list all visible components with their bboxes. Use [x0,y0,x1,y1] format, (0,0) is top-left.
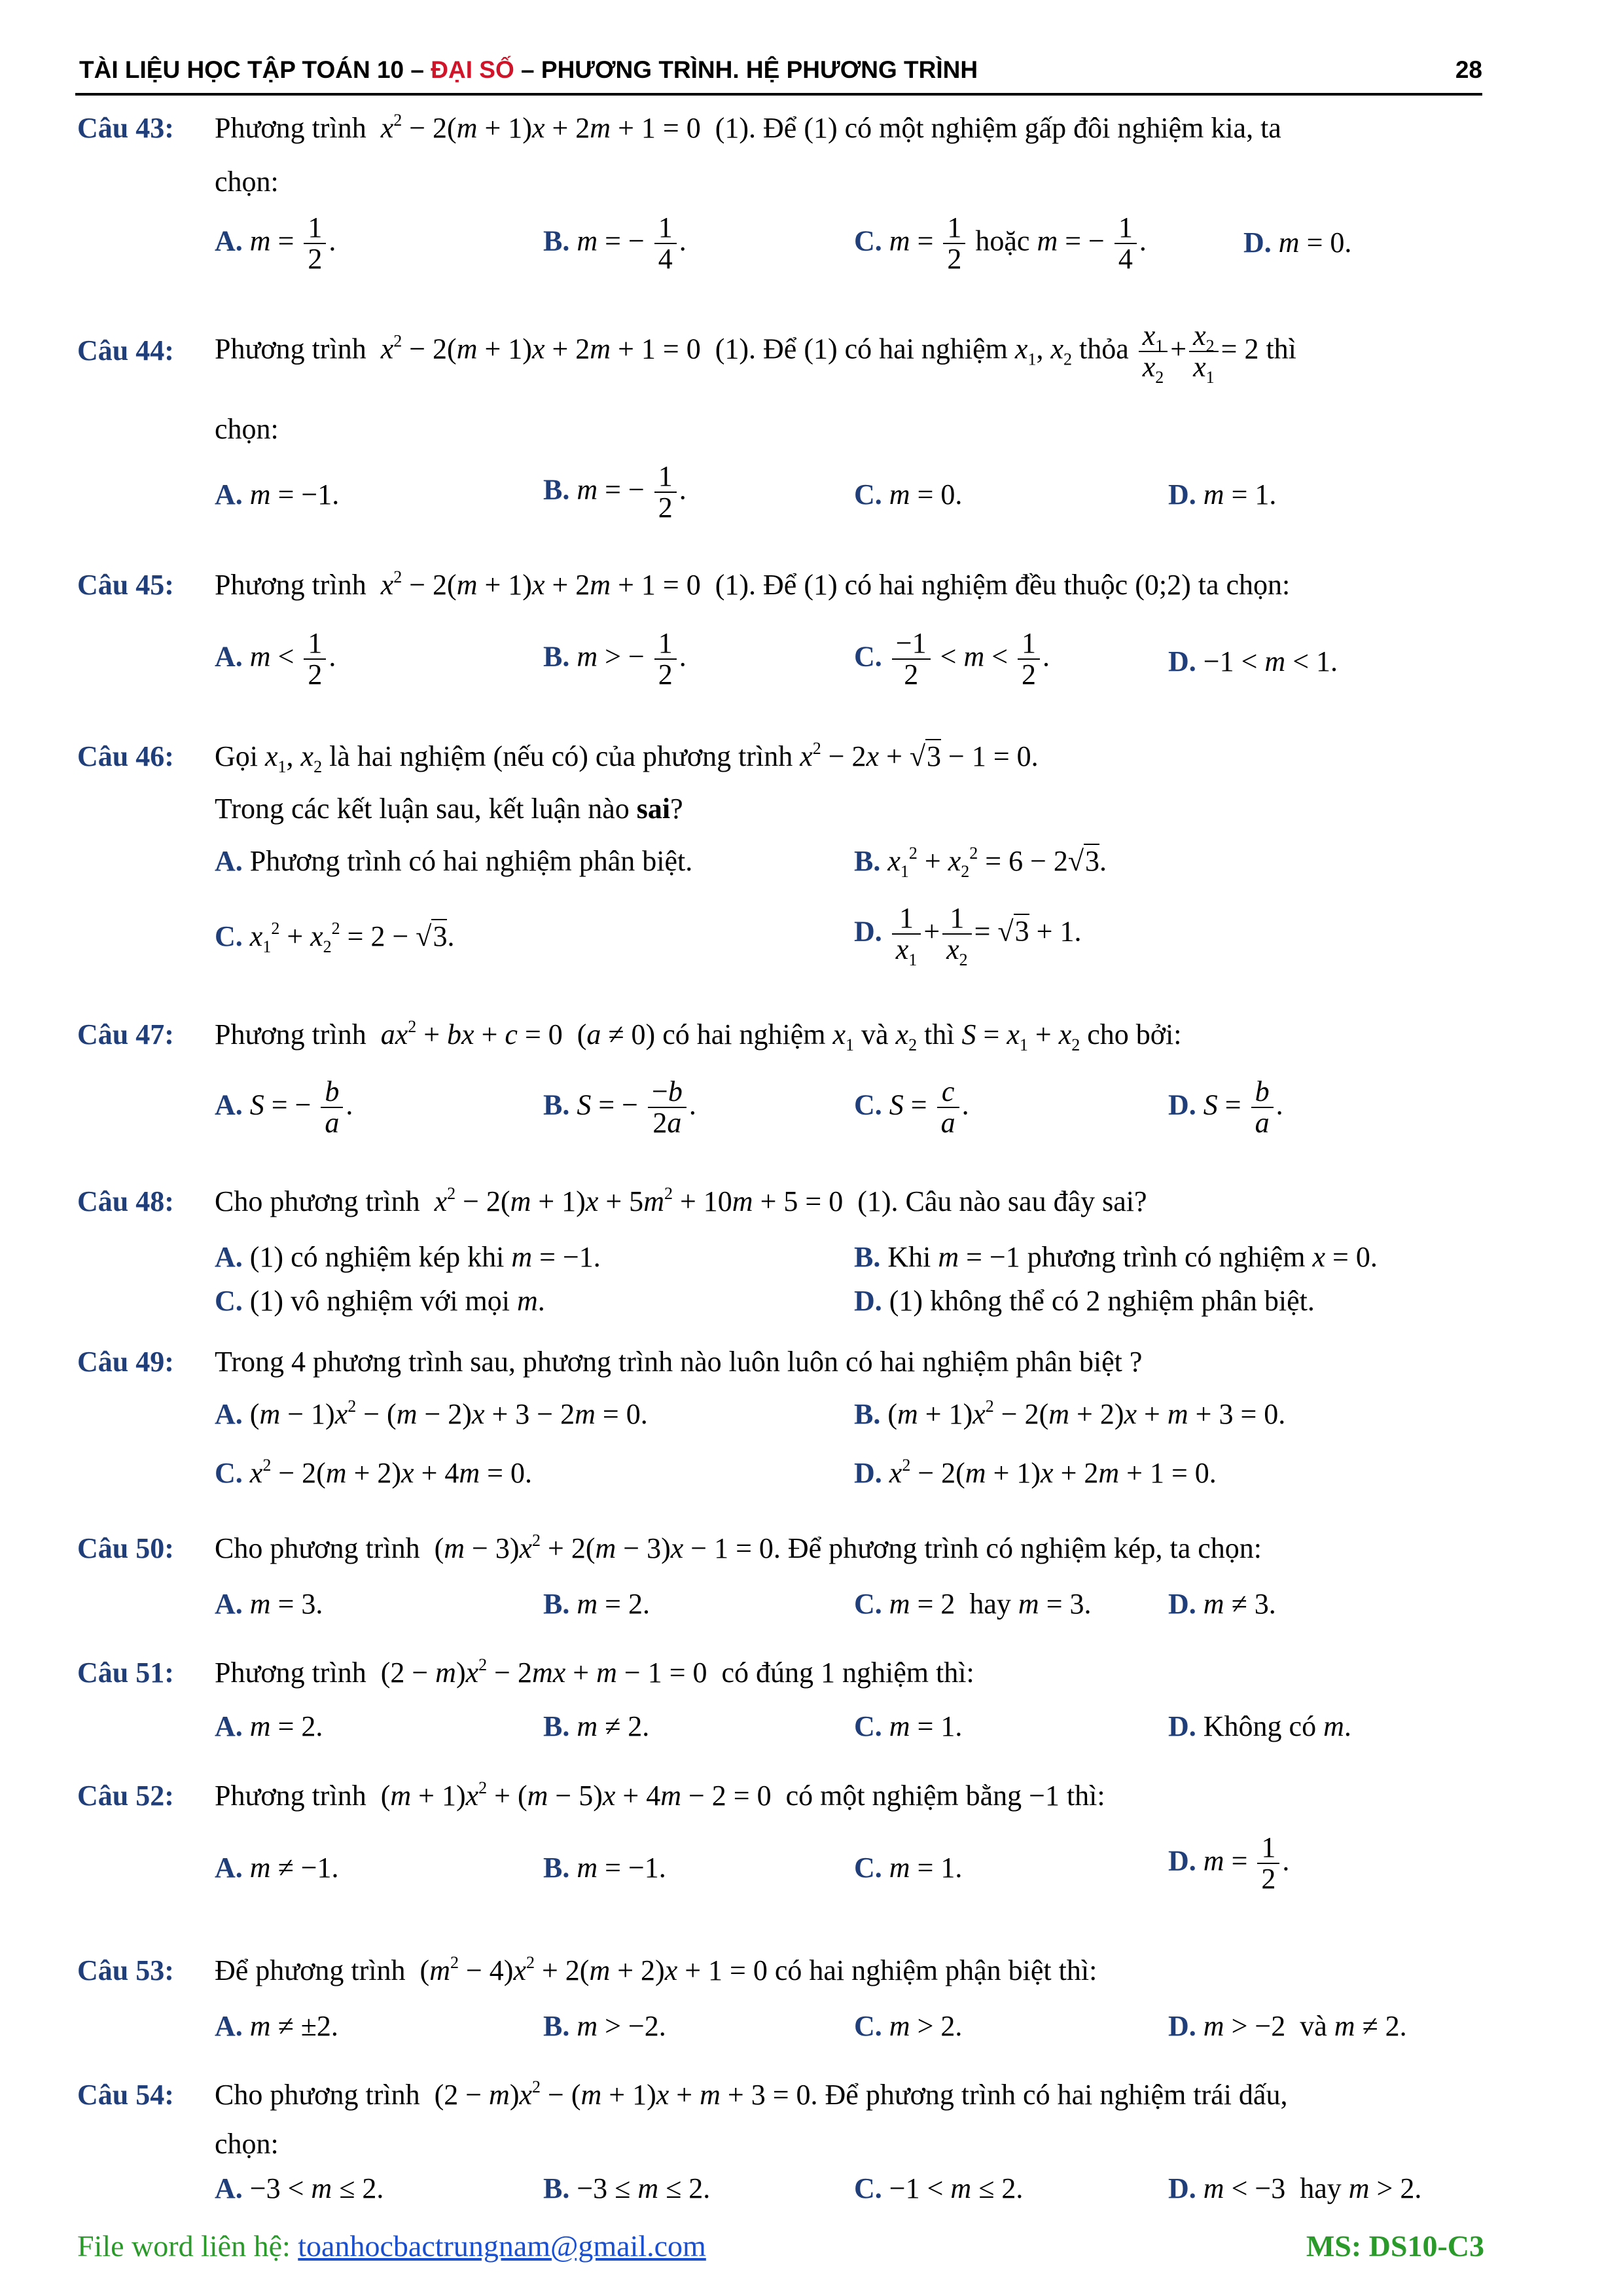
q48-option-a-text: (1) có nghiệm kép khi [249,1241,505,1273]
footer-contact [77,2229,706,2263]
q46-option-a-text: Phương trình có hai nghiệm phân biệt. [249,845,693,877]
word: Phương trình [215,1780,366,1812]
q43-stem: (1). Để (1) có một nghiệm gấp đôi nghiệm kia, ta [715,112,1281,144]
q49-option-b: B. $(m + 1)x^2 - 2(m + 2)x + m + 3 = 0$. [854,1397,1286,1430]
word: thì [1266,332,1296,365]
q46-line2: Trong các kết luận sau, kết luận nào sai? [215,793,683,825]
q44-stem: (1). Để (1) có hai nghiệm [715,332,1008,365]
q50-option-c: C. m = 2 hay m = 3. [854,1588,1092,1620]
q50-label: Câu 50: [77,1532,174,1564]
q52-option-d: D. m = $\frac{1}{2}$ . [1168,1831,1290,1895]
footer-label: File word liên hệ: [77,2229,298,2263]
word: Cho phương trình [215,1532,420,1564]
word: Phương trình [215,112,366,144]
q51-option-a: A. m = 2. [215,1710,323,1742]
q48-option-b-text1: Khi [887,1241,931,1273]
q44-option-c: C. m = 0. [854,478,963,511]
q53-stem: Để phương trình [215,1954,406,1986]
q43-option-c: C. m = $\frac{1}{2}$ hoặc m = − $\frac{1}{4}$ . [854,211,1147,276]
q47-text: Phương trình $ax^2$ + bx + c = 0 (a ≠ 0) có hai nghiệm $x_1$ và $x_2$ thì $S = x_1 + x_2$ cho bởi: [215,1017,1182,1054]
q53-option-a: A. m ≠ ±2. [215,2010,338,2042]
q54-cont: chọn: [215,2128,279,2160]
q53-label: Câu 53: [77,1954,174,1986]
q54-option-a: A. −3 < m ≤ 2. [215,2172,384,2204]
q47-stem: có hai nghiệm [662,1018,826,1050]
q54-option-d: D. m < −3 hay m > 2. [1168,2172,1422,2204]
q48-label: Câu 48: [77,1185,174,1217]
q48-option-d-text: (1) không thể có 2 nghiệm phân biệt. [889,1285,1315,1317]
q53-option-c: C. m > 2. [854,2010,963,2042]
q48-option-d: D. (1) không thể có 2 nghiệm phân biệt. [854,1285,1315,1317]
q47-tail: cho bởi: [1087,1018,1182,1050]
word: Phương trình [215,569,366,601]
q52-tail: thì: [1066,1780,1105,1812]
q54-label: Câu 54: [77,2079,174,2111]
q46-line2-text: Trong các kết luận sau, kết luận nào [215,793,630,825]
page-header [75,52,1482,96]
q50-option-a: A. m = 3. [215,1588,323,1620]
q48-option-c: C. (1) vô nghiệm với mọi m. [215,1285,545,1317]
q54-option-c: C. −1 < m ≤ 2. [854,2172,1024,2204]
header-suffix: – PHƯƠNG TRÌNH. HỆ PHƯƠNG TRÌNH [514,56,978,83]
q45-text: Phương trình $x^2 - 2(m + 1)x + 2m + 1 = 0$ (1). Để (1) có hai nghiệm đều thuộc (0;2) ta chọn: [215,567,1291,601]
q53-option-d: D. m > −2 và m ≠ 2. [1168,2010,1407,2042]
q47-label: Câu 47: [77,1018,174,1050]
word: hay [969,1588,1011,1620]
q44-label: Câu 44: [77,334,174,367]
word: hay [1300,2172,1342,2204]
q51-option-c: C. m = 1. [854,1710,963,1742]
q51-text: Phương trình $(2 - m)x^2 - 2mx + m - 1 = 0$ có đúng 1 nghiệm thì: [215,1655,974,1689]
q51-option-b: B. m ≠ 2. [543,1710,650,1742]
q45-tail: ta chọn: [1198,569,1291,601]
q46-option-b: B. $x_1^2 + x_2^2 = 6 - 2√3$. [854,844,1107,881]
q48-option-b-text2: phương trình có nghiệm [1027,1241,1306,1273]
q53-text: Để phương trình $(m^2 - 4)x^2 + 2(m + 2)x + 1 = 0$ có hai nghiệm phận biệt thì: [215,1953,1097,1986]
q52-text: Phương trình $(m + 1)x^2 + (m - 5)x + 4m - 2 = 0$ có một nghiệm bằng −1 thì: [215,1778,1105,1812]
q54-option-b: B. −3 ≤ m ≤ 2. [543,2172,711,2204]
q49-option-a: A. $(m - 1)x^2 - (m - 2)x + 3 - 2m = 0$. [215,1397,648,1430]
q44-cont: chọn: [215,413,279,445]
q54-stem: . Để phương trình có hai nghiệm trái dấu, [810,2079,1288,2111]
q48-stem: (1). Câu nào sau đây sai? [857,1185,1147,1217]
q44-text: Phương trình $x^2 - 2(m + 1)x + 2m + 1 = 0$ (1). Để (1) có hai nghiệm $x_1$, $x_2$ thỏa $\frac{x_1}{x_2}$ + $\frac{x_2}{x_1}$ = 2 thì [215,319,1296,387]
q54-text: Cho phương trình $(2 - m)x^2 - (m + 1)x + m + 3 = 0$. Để phương trình có hai nghiệm trái dấu, [215,2077,1288,2111]
word: thỏa [1079,332,1129,365]
footer-email-link[interactable]: toanhocbactrungnam@gmail.com [298,2229,706,2263]
page-number: 28 [1455,56,1482,83]
q45-stem: (1). Để (1) có hai nghiệm đều thuộc [715,569,1128,601]
q46-option-c: C. $x_1^2 + x_2^2 = 2 - √3$. [215,919,455,956]
q52-label: Câu 52: [77,1780,174,1812]
q43-text: Phương trình $x^2 - 2(m + 1)x + 2m + 1 = 0$ (1). Để (1) có một nghiệm gấp đôi nghiệm kia, ta [215,111,1281,144]
q46-bold: sai [636,793,671,825]
q43-option-b: B. m = − $\frac{1}{4}$ . [543,211,687,276]
q46-option-a: A. Phương trình có hai nghiệm phân biệt. [215,845,693,877]
q43-cont: chọn: [215,166,279,198]
word: Phương trình [215,1657,366,1689]
word: Gọi [215,740,258,772]
q50-option-b: B. m = 2. [543,1588,650,1620]
q44-option-d: D. m = 1. [1168,478,1277,511]
q49-option-c: C. $x^2 - 2(m + 2)x + 4m = 0$. [215,1456,532,1489]
word: và [861,1018,889,1050]
q50-text: Cho phương trình $(m - 3)x^2 + 2(m - 3)x - 1 = 0$. Để phương trình có nghiệm kép, ta chọn: [215,1531,1262,1564]
q47-option-d: D. S = $\frac{b}{a}$ . [1168,1075,1283,1139]
q51-option-d: D. Không có m. [1168,1710,1351,1742]
q44-option-b: B. m = − $\frac{1}{2}$ . [543,460,687,524]
q49-option-d: D. $x^2 - 2(m + 1)x + 2m + 1 = 0$. [854,1456,1217,1489]
q51-label: Câu 51: [77,1657,174,1689]
q49-label: Câu 49: [77,1346,174,1378]
word: Phương trình [215,1018,366,1050]
q50-stem: . Để phương trình có nghiệm kép, ta chọn: [773,1532,1262,1564]
q45-option-a: A. m < $\frac{1}{2}$ . [215,627,336,691]
header-prefix: TÀI LIỆU HỌC TẬP TOÁN 10 – [79,56,431,83]
q47-option-b: B. S = − $\frac{-b}{2a}$ . [543,1075,696,1139]
q47-option-a: A. S = − $\frac{b}{a}$ . [215,1075,353,1139]
word: hoặc [975,224,1030,257]
header-title [79,56,978,84]
footer-code: MS: DS10-C3 [1306,2229,1484,2263]
q52-option-a: A. m ≠ −1. [215,1852,339,1884]
q49-text: Trong 4 phương trình sau, phương trình nào luôn luôn có hai nghiệm phân biệt ? [215,1346,1143,1378]
q48-option-c-text: (1) vô nghiệm với mọi [249,1285,510,1317]
q53-option-b: B. m > −2. [543,2010,666,2042]
q46-stem: là hai nghiệm (nếu có) của phương trình [329,740,793,772]
q45-label: Câu 45: [77,569,174,601]
q43-label: Câu 43: [77,112,174,144]
q51-stem: có đúng 1 nghiệm thì: [721,1657,974,1689]
q45-option-d: D. −1 < m < 1. [1168,645,1338,677]
q46-label: Câu 46: [77,740,174,772]
header-red: ĐẠI SỐ [431,56,514,83]
q48-text: Cho phương trình $x^2 - 2(m + 1)x + 5m^2 + 10m + 5 = 0$ (1). Câu nào sau đây sai? [215,1184,1147,1217]
q52-option-b: B. m = −1. [543,1852,666,1884]
q46-text: Gọi $x_1$, $x_2$ là hai nghiệm (nếu có) của phương trình $x^2 - 2x + √3 - 1 = 0$. [215,739,1039,776]
q43-option-a: A. m = $\frac{1}{2}$ . [215,211,336,276]
q51-option-d-text: Không có [1203,1710,1317,1742]
q52-stem: có một nghiệm bằng [785,1780,1022,1812]
word: thì [924,1018,955,1050]
word: Phương trình [215,332,366,365]
q44-option-a: A. m = −1. [215,478,340,511]
q50-option-d: D. m ≠ 3. [1168,1588,1276,1620]
word: Cho phương trình [215,1185,420,1217]
q48-option-a: A. (1) có nghiệm kép khi m = −1. [215,1241,601,1273]
word: Cho phương trình [215,2079,420,2111]
q52-option-c: C. m = 1. [854,1852,963,1884]
q47-option-c: C. S = $\frac{c}{a}$ . [854,1075,969,1139]
q53-tail: có hai nghiệm phận biệt thì: [774,1954,1097,1986]
q45-option-b: B. m > − $\frac{1}{2}$ . [543,627,687,691]
q46-option-d: D. $\frac{1}{x_1}$ + $\frac{1}{x_2}$ = √3 + 1. [854,902,1082,970]
word: và [1300,2010,1327,2042]
q43-option-d: D. m = 0. [1243,226,1352,259]
q48-option-b: B. Khi m = −1 phương trình có nghiệm x = 0. [854,1241,1378,1273]
q45-option-c: C. $\frac{-1}{2}$ < m < $\frac{1}{2}$ . [854,627,1050,691]
